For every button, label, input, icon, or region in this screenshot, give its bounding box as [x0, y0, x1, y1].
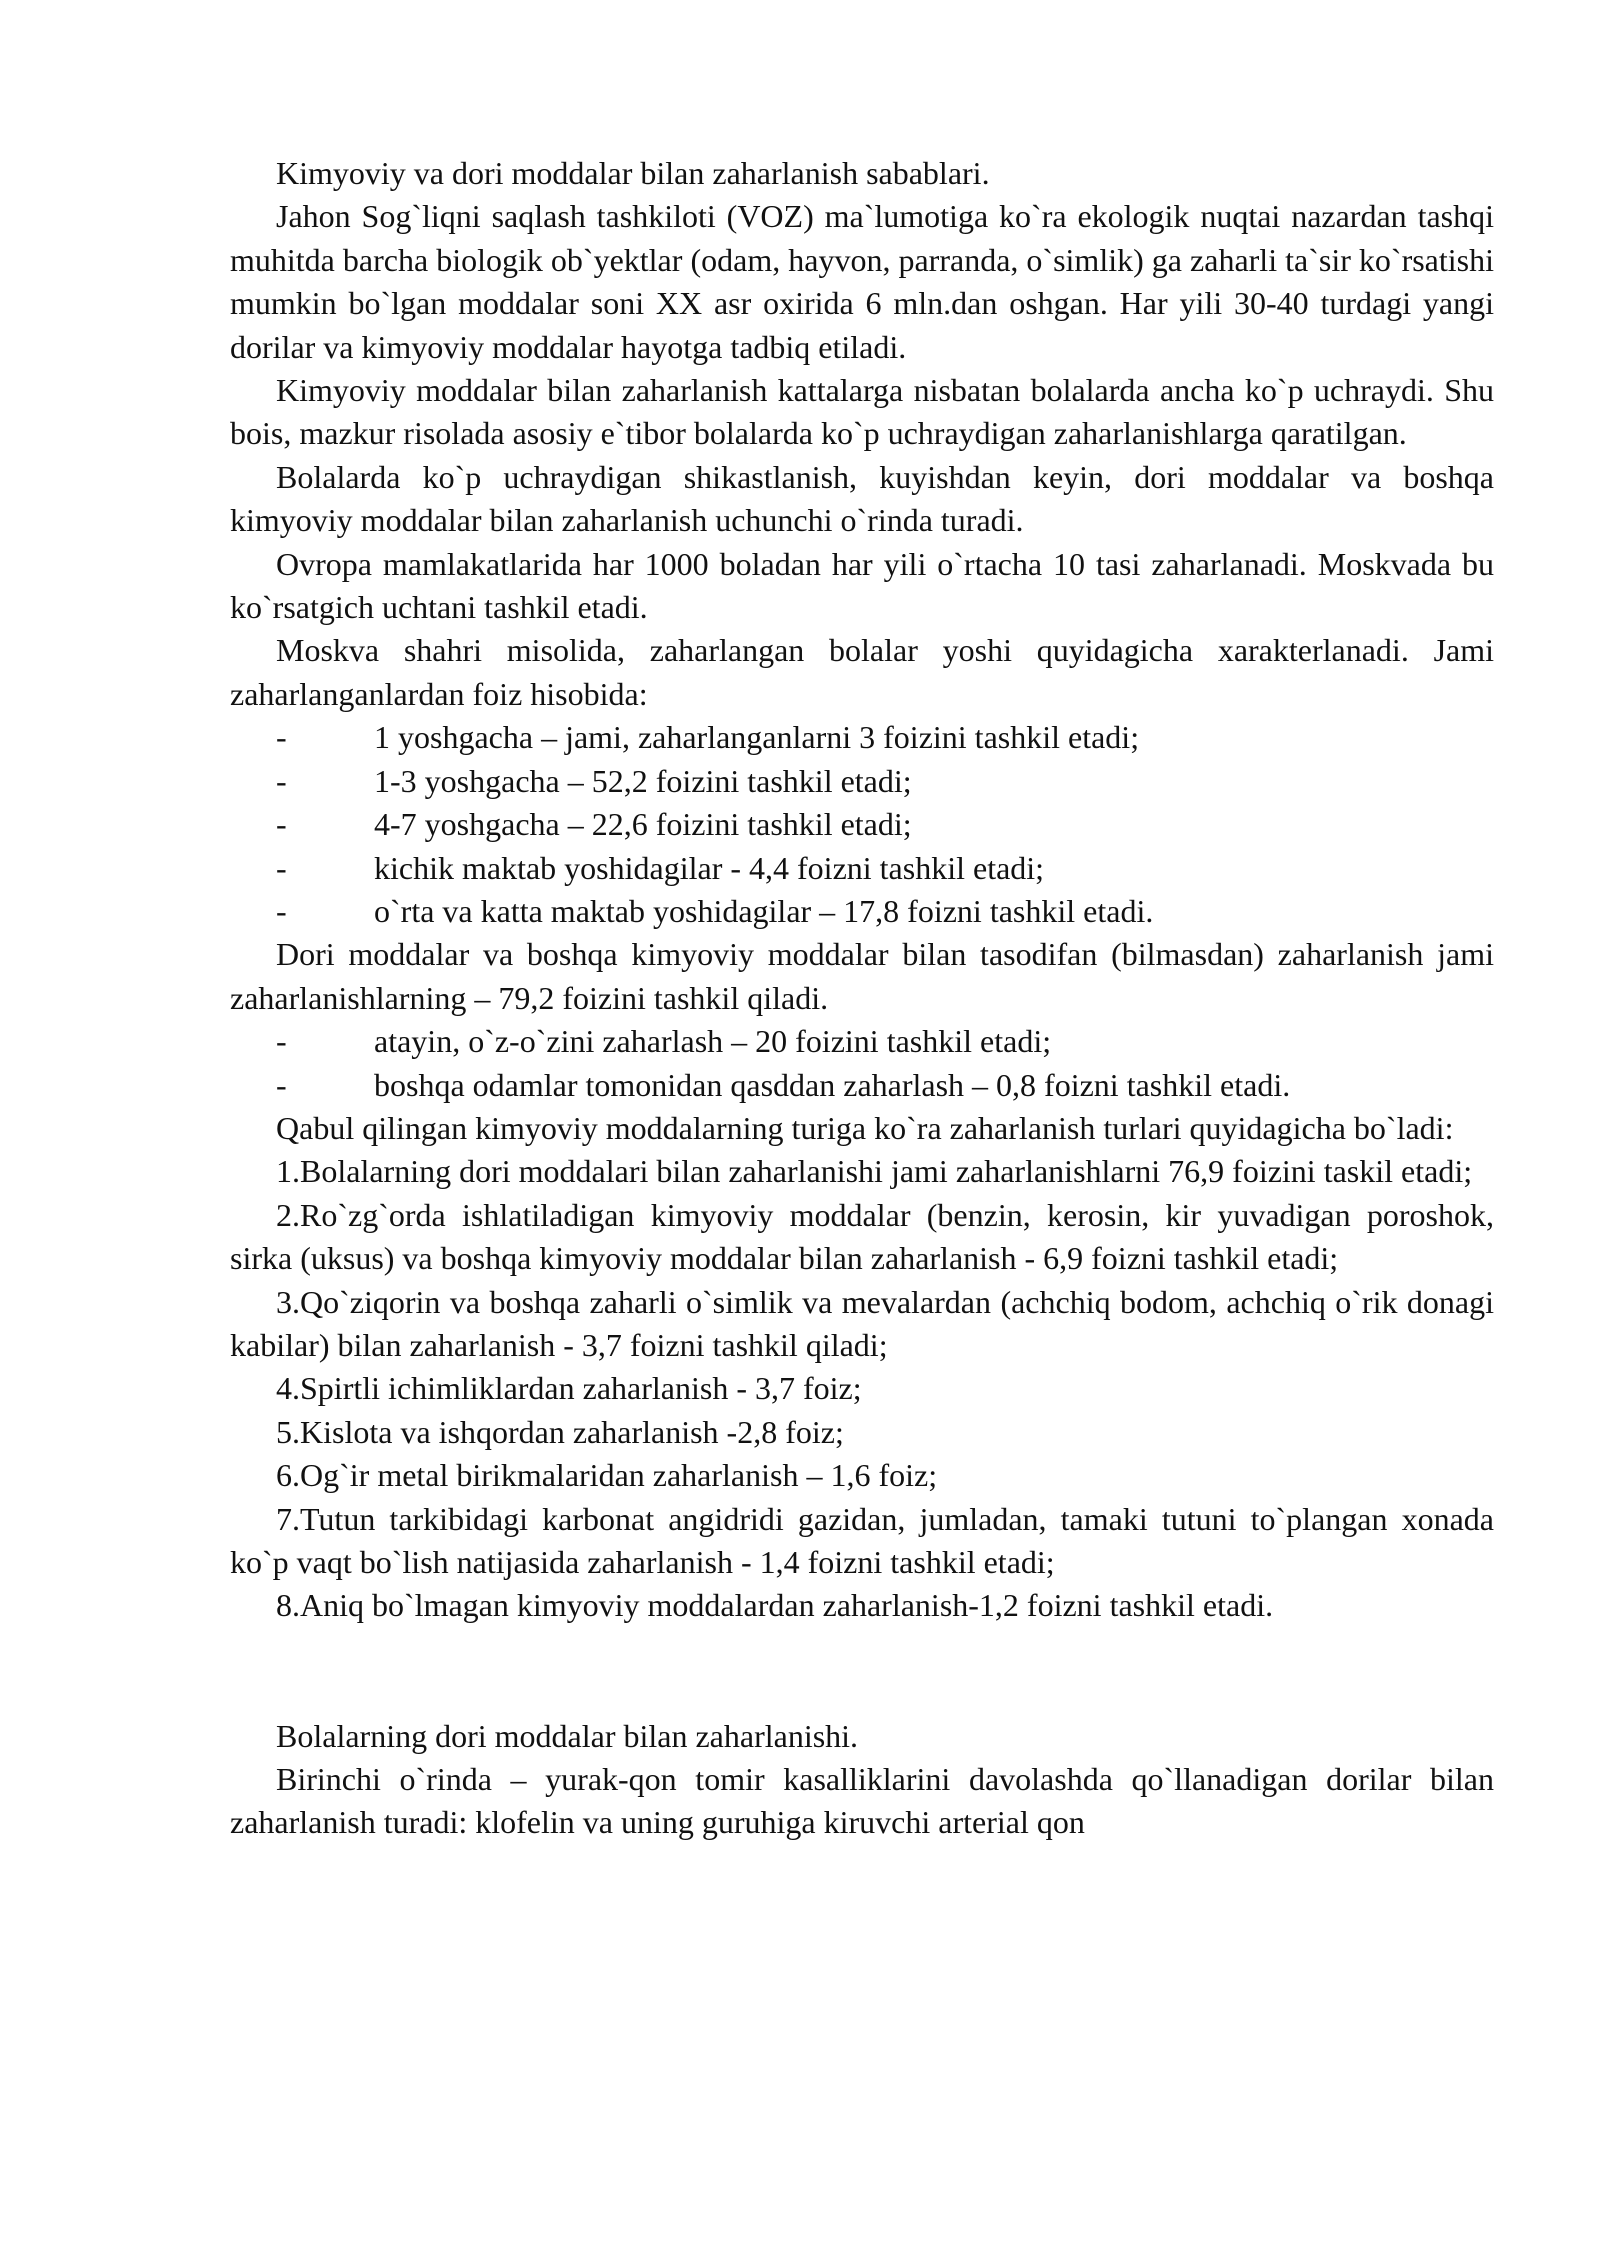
intent-list [230, 1020, 1494, 1107]
list-item-text: 4-7 yoshgacha – 22,6 foizini tashkil etadi; [374, 806, 912, 843]
numbered-item: 7.Tutun tarkibidagi karbonat angidridi gazidan, jumladan, tamaki tutuni to`plangan xonada ko`p vaqt bo`lish natijasida zaharlanish - 1,4 foizni tashkil etadi; [230, 1500, 1494, 1580]
numbered-item: 6.Og`ir metal birikmalaridan zaharlanish – 1,6 foiz; [276, 1457, 938, 1494]
numbered-item: 5.Kislota va ishqordan zaharlanish -2,8 foiz; [276, 1413, 844, 1450]
list-item-text: atayin, o`z-o`zini zaharlash – 20 foizini tashkil etadi; [374, 1023, 1052, 1060]
list-item [230, 890, 1494, 933]
numbered-item: 8.Aniq bo`lmagan kimyoviy moddalardan zaharlanish-1,2 foizni tashkil etadi. [276, 1587, 1274, 1624]
numbered-item: 3.Qo`ziqorin va boshqa zaharli o`simlik va mevalardan (achchiq bodom, achchiq o`rik donagi kabilar) bilan zaharlanish - 3,7 foizni tashkil qiladi; [230, 1283, 1494, 1363]
section-heading: Bolalarning dori moddalar bilan zaharlanishi. [276, 1717, 859, 1754]
list-item-text: boshqa odamlar tomonidan qasddan zaharlash – 0,8 foizni tashkil etadi. [374, 1066, 1291, 1103]
list-item-text: o`rta va katta maktab yoshidagilar – 17,8 foizni tashkil etadi. [374, 892, 1154, 929]
numbered-item: 1.Bolalarning dori moddalari bilan zaharlanishi jami zaharlanishlarni 76,9 foizini taskil etadi; [276, 1153, 1473, 1190]
paragraph: Bolalarda ko`p uchraydigan shikastlanish, kuyishdan keyin, dori moddalar va boshqa kimyoviy moddalar bilan zaharlanish uchunchi o`rinda turadi. [230, 458, 1494, 539]
list-dash: - [276, 892, 287, 929]
paragraph: Qabul qilingan kimyoviy moddalarning turiga ko`ra zaharlanish turlari quyidagicha bo`ladi: [276, 1109, 1454, 1146]
paragraph: Moskva shahri misolida, zaharlangan bolalar yoshi quyidagicha xarakterlanadi. Jami zaharlanganlardan foiz hisobida: [230, 632, 1494, 712]
list-item [230, 803, 1494, 846]
age-list [230, 716, 1494, 933]
list-item-text: 1 yoshgacha – jami, zaharlanganlarni 3 foizini tashkil etadi; [374, 719, 1140, 756]
numbered-item: 4.Spirtli ichimliklardan zaharlanish - 3,7 foiz; [276, 1370, 862, 1407]
list-dash: - [276, 806, 287, 843]
numbered-item: 2.Ro`zg`orda ishlatiladigan kimyoviy moddalar (benzin, kerosin, kir yuvadigan poroshok, sirka (uksus) va boshqa kimyoviy moddalar bilan zaharlanish - 6,9 foizni tashkil etadi; [230, 1196, 1494, 1277]
list-item [230, 1064, 1494, 1107]
section-heading: Kimyoviy va dori moddalar bilan zaharlanish sabablari. [276, 155, 990, 191]
list-dash: - [276, 849, 287, 886]
list-dash: - [276, 719, 287, 756]
paragraph: Kimyoviy moddalar bilan zaharlanish kattalarga nisbatan bolalarda ancha ko`p uchraydi. Shu bois, mazkur risolada asosiy e`tibor bolalarda ko`p uchraydigan zaharlanishlarga qaratilgan. [230, 372, 1494, 452]
list-item [230, 847, 1494, 890]
paragraph: Ovropa mamlakatlarida har 1000 boladan har yili o`rtacha 10 tasi zaharlanadi. Moskvada bu ko`rsatgich uchtani tashkil etadi. [230, 545, 1494, 626]
document-page [230, 152, 1494, 1845]
list-item [230, 760, 1494, 803]
section-spacer [230, 1628, 1494, 1715]
paragraph: Birinchi o`rinda – yurak-qon tomir kasalliklarini davolashda qo`llanadigan dorilar bilan zaharlanish turadi: klofelin va uning guruhiga kiruvchi arterial qon [230, 1761, 1494, 1841]
list-item [230, 1020, 1494, 1063]
list-dash: - [276, 1066, 287, 1103]
list-dash: - [276, 1023, 287, 1060]
paragraph: Jahon Sog`liqni saqlash tashkiloti (VOZ) ma`lumotiga ko`ra ekologik nuqtai nazardan tashqi muhitda barcha biologik ob`yektlar (odam, hayvon, parranda, o`simlik) ga zaharli ta`sir ko`rsatishi mumkin bo`lgan moddalar soni XX asr oxirida 6 mln.dan oshgan. Har yili 30-40 turdagi yangi dorilar va kimyoviy moddalar hayotga tadbiq etiladi. [230, 198, 1494, 365]
list-dash: - [276, 762, 287, 799]
list-item-text: 1-3 yoshgacha – 52,2 foizini tashkil etadi; [374, 762, 912, 799]
paragraph: Dori moddalar va boshqa kimyoviy moddalar bilan tasodifan (bilmasdan) zaharlanish jami zaharlanishlarning – 79,2 foizini tashkil qiladi. [230, 936, 1494, 1016]
list-item-text: kichik maktab yoshidagilar - 4,4 foizni tashkil etadi; [374, 849, 1045, 886]
list-item [230, 716, 1494, 759]
